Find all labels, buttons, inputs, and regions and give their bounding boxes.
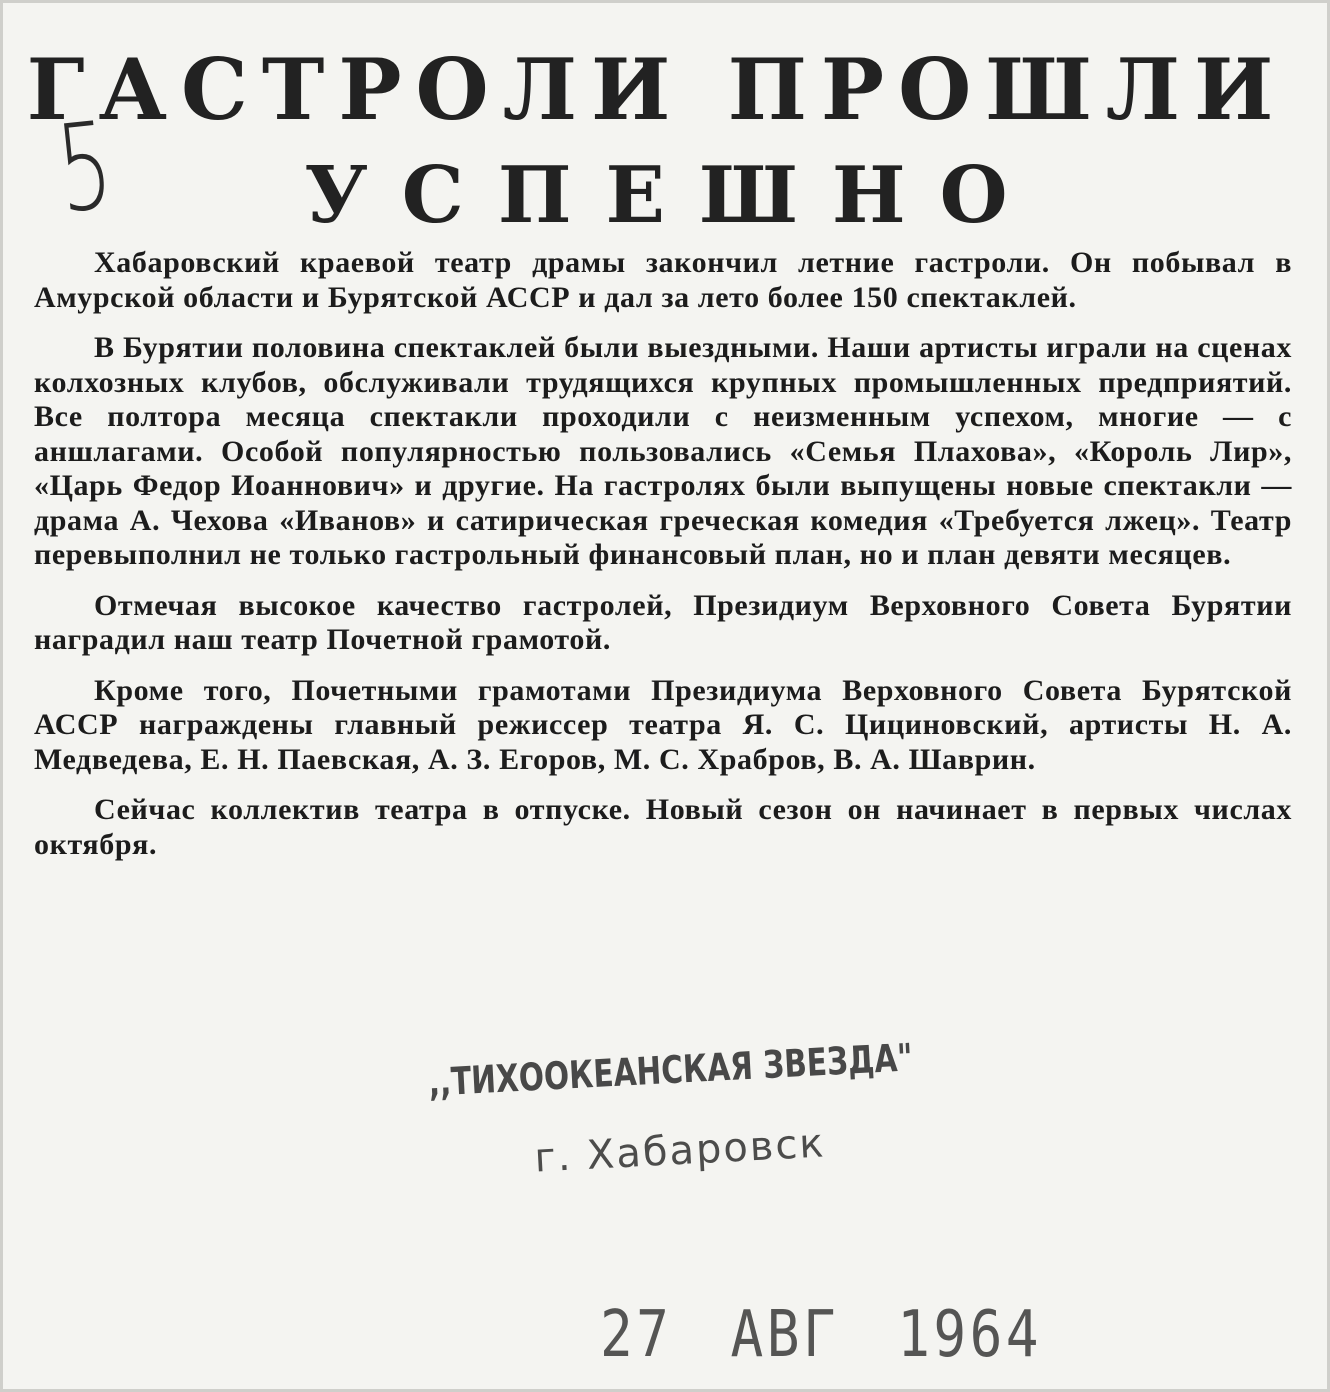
date-stamp-month: АВГ (730, 1298, 840, 1372)
article-paragraph: В Бурятии половина спектаклей были выездными. Наши артисты играли на сценах колхозных клубов, обслуживали трудящихся крупных промышленных предприятий. Все полтора месяца спектакли проходили с неизменным успехом, многие — с аншлагами. Особой популярностью пользовались «Семья Плахова», «Король Лир», «Царь Федор Иоаннович» и другие. На гастролях были выпущены новые спектакли — драма А. Чехова «Иванов» и сатирическая греческая комедия «Требуется лжец». Театр перевыполнил не только гастрольный финансовый план, но и план девяти месяцев. (34, 331, 1292, 571)
article-paragraph: Кроме того, Почетными грамотами Президиума Верховного Совета Бурятской АССР награждены главный режиссер театра Я. С. Цициновский, артисты Н. А. Медведева, Е. Н. Паевская, А. З. Егоров, М. С. Храбров, В. А. Шаврин. (34, 673, 1292, 776)
date-stamp-day: 27 (600, 1298, 673, 1372)
scan-edge-left (0, 0, 3, 1392)
article-paragraph: Хабаровский краевой театр драмы закончил летние гастроли. Он побывал в Амурской области и Бурятской АССР и дал за лето более 150 спектаклей. (34, 246, 1292, 314)
newspaper-source-stamp: ,,ТИХООКЕАНСКАЯ ЗВЕЗДА" (427, 1035, 914, 1105)
handwritten-margin-number: 5 (50, 96, 119, 241)
article-body (34, 246, 1292, 878)
scan-edge-top (0, 0, 1330, 3)
date-stamp-year: 1964 (897, 1298, 1042, 1372)
headline-line-1: ГАСТРОЛИ ПРОШЛИ (26, 40, 1288, 139)
article-paragraph: Сейчас коллектив театра в отпуске. Новый сезон он начинает в первых числах октября. (34, 793, 1292, 861)
date-stamp (600, 1298, 1042, 1372)
city-stamp: г. Хабаровск (533, 1120, 827, 1182)
article-paragraph: Отмечая высокое качество гастролей, Президиум Верховного Совета Бурятии наградил наш театр Почетной грамотой. (34, 588, 1292, 656)
headline-line-2: УСПЕШНО (304, 150, 1042, 241)
